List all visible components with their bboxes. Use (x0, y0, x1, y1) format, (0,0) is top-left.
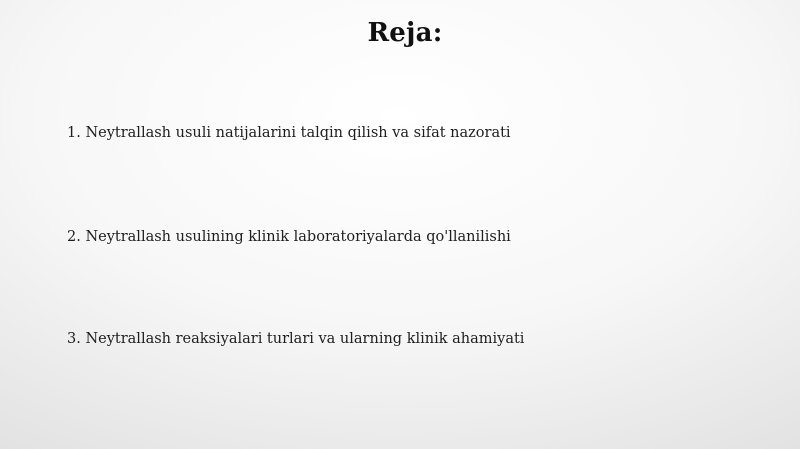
plan-item-1: 1. Neytrallash usuli natijalarini talqin qilish va sifat nazorati (67, 125, 511, 141)
plan-item-2: 2. Neytrallash usulining klinik laboratoriyalarda qo'llanilishi (67, 229, 511, 245)
slide-title: Reja: (367, 18, 443, 48)
plan-item-3: 3. Neytrallash reaksiyalari turlari va ularning klinik ahamiyati (67, 331, 525, 347)
